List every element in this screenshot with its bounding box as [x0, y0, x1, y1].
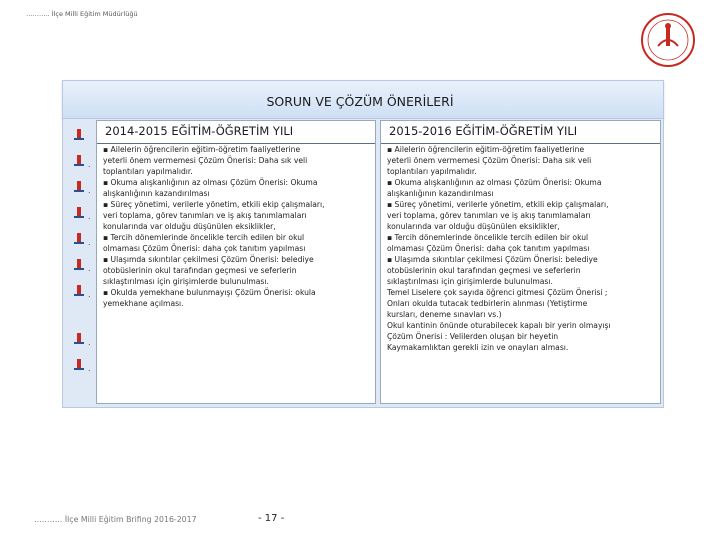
text-line: yemekhane açılması.	[103, 299, 184, 308]
text-line: Okul kantinin önünde oturabilecek kapalı bir yerin olmayışı	[387, 321, 611, 330]
text-line: Kaymakamlıktan gerekli izin ve onayları alması.	[387, 343, 569, 352]
text-line: ▪ Okuma alışkanlığının az olması Çözüm Önerisi: Okuma	[103, 178, 318, 187]
text-line: olmaması Çözüm Önerisi: daha çok tanıtım yapılması	[387, 244, 590, 253]
column-body	[387, 144, 654, 353]
slide-bullet: .	[74, 256, 90, 272]
text-line: ▪ Okuma alışkanlığının az olması Çözüm Önerisi: Okuma	[387, 178, 602, 187]
text-line: ▪ Ailelerin öğrencilerin eğitim-öğretim faaliyetlerine	[387, 145, 585, 154]
text-line: alışkanlığının kazandırılması	[103, 189, 210, 198]
text-line: ▪ Tercih dönemlerinde öncelikle tercih edilen bir okul	[387, 233, 589, 242]
slide-bullet: .	[74, 282, 90, 298]
text-line: konularında var olduğu düşünülen eksiklikler,	[103, 222, 276, 231]
page-title: SORUN VE ÇÖZÜM ÖNERİLERİ	[266, 94, 454, 109]
column-2015-2016	[380, 120, 661, 404]
column-heading: 2015-2016 EĞİTİM-ÖĞRETİM YILI	[389, 124, 578, 138]
text-line: veri toplama, görev tanımları ve iş akış tanımlamaları	[387, 211, 591, 220]
column-2014-2015	[96, 120, 376, 404]
column-heading: 2014-2015 EĞİTİM-ÖĞRETİM YILI	[105, 124, 294, 138]
slide-bullet: .	[74, 152, 90, 168]
header-title: ……….. İlçe Milli Eğitim Müdürlüğü	[26, 10, 138, 18]
column-body	[103, 144, 369, 309]
slide-bullet: .	[74, 178, 90, 194]
text-line: kursları, deneme sınavları vs.)	[387, 310, 502, 319]
text-line: Onları okulda tutacak tedbirlerin alınması (Yetiştirme	[387, 299, 588, 308]
text-line: otobüslerinin okul tarafından geçmesi ve seferlerin	[387, 266, 581, 275]
text-line: veri toplama, görev tanımları ve iş akış tanımlamaları	[103, 211, 307, 220]
text-line: olmaması Çözüm Önerisi: daha çok tanıtım yapılması	[103, 244, 306, 253]
text-line: alışkanlığının kazandırılması	[387, 189, 494, 198]
text-line: ▪ Tercih dönemlerinde öncelikle tercih edilen bir okul	[103, 233, 305, 242]
text-line: ▪ Süreç yönetimi, verilerle yönetim, etkili ekip çalışmaları,	[387, 200, 609, 209]
text-line: otobüslerinin okul tarafından geçmesi ve seferlerin	[103, 266, 297, 275]
text-line: Çözüm Önerisi : Velilerden oluşan bir heyetin	[387, 332, 559, 341]
text-line: sıklaştırılması için girişimlerde bulunulması.	[387, 277, 553, 286]
text-line: ▪ Ulaşımda sıkıntılar çekilmesi Çözüm Önerisi: belediye	[103, 255, 314, 264]
slide-bullet: .	[74, 230, 90, 246]
page-number: - 17 -	[258, 513, 285, 524]
text-line: ▪ Ailelerin öğrencilerin eğitim-öğretim faaliyetlerine	[103, 145, 301, 154]
text-line: konularında var olduğu düşünülen eksiklikler,	[387, 222, 560, 231]
slide-bullet	[74, 126, 90, 142]
text-line: Temel Liselere çok sayıda öğrenci gitmesi Çözüm Önerisi ;	[387, 288, 608, 297]
footer-text: ……….. İlçe Milli Eğitim Brifing 2016-2017	[34, 515, 197, 524]
slide-bullet: .	[74, 204, 90, 220]
text-line: ▪ Okulda yemekhane bulunmayışı Çözüm Önerisi: okula	[103, 288, 316, 297]
slide-bullet: .	[74, 356, 90, 372]
text-line: toplantıları yapılmalıdır.	[387, 167, 477, 176]
text-line: yeterli önem vermemesi Çözüm Önerisi: Daha sık veli	[387, 156, 592, 165]
text-line: yeterli önem vermemesi Çözüm Önerisi: Daha sık veli	[103, 156, 308, 165]
slide-bullet: .	[74, 330, 90, 346]
text-line: toplantıları yapılmalıdır.	[103, 167, 193, 176]
ministry-logo	[640, 12, 696, 68]
text-line: ▪ Ulaşımda sıkıntılar çekilmesi Çözüm Önerisi: belediye	[387, 255, 598, 264]
text-line: ▪ Süreç yönetimi, verilerle yönetim, etkili ekip çalışmaları,	[103, 200, 325, 209]
text-line: sıklaştırılması için girişimlerde bulunulması.	[103, 277, 269, 286]
